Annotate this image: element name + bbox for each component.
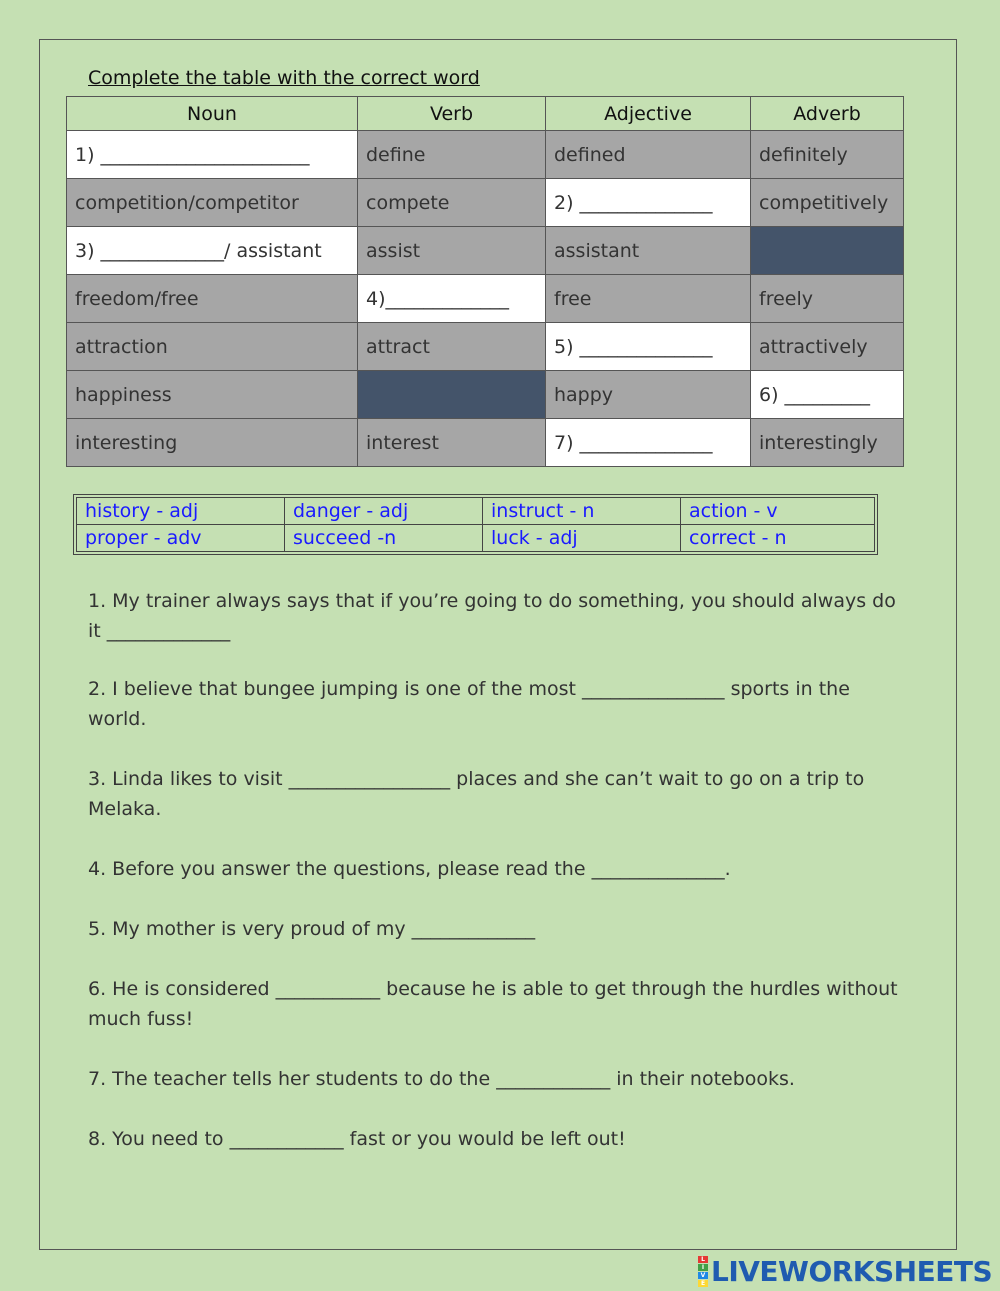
liveworksheets-logo	[698, 1256, 992, 1286]
table-row	[67, 323, 904, 371]
sentence-1: 1. My trainer always says that if you’re going to do something, you should always do it _____________	[88, 590, 896, 642]
logo-icon	[698, 1256, 708, 1287]
word-bank-item: action - v	[681, 498, 875, 525]
table-cell: freely	[751, 275, 904, 323]
header-noun: Noun	[67, 97, 358, 131]
answer-cell-6[interactable]: 6) _________	[751, 371, 904, 419]
logo-letter: V	[698, 1272, 708, 1279]
word-bank-row	[77, 525, 875, 552]
table-cell: interestingly	[751, 419, 904, 467]
table-cell: attractively	[751, 323, 904, 371]
sentence-8: 8. You need to ____________ fast or you would be left out!	[88, 1128, 626, 1150]
word-bank-item: instruct - n	[483, 498, 681, 525]
answer-cell-5[interactable]: 5) ______________	[546, 323, 751, 371]
answer-cell-3[interactable]: 3) _____________/ assistant	[67, 227, 358, 275]
table-row	[67, 131, 904, 179]
table-row	[67, 275, 904, 323]
word-forms-table	[66, 96, 904, 467]
sentence-7: 7. The teacher tells her students to do the ____________ in their notebooks.	[88, 1068, 795, 1090]
page-title: Complete the table with the correct word	[88, 67, 480, 89]
word-bank-item: succeed -n	[285, 525, 483, 552]
answer-cell-2[interactable]: 2) ______________	[546, 179, 751, 227]
word-bank	[73, 494, 878, 555]
sentence-list	[88, 586, 908, 1184]
word-bank-item: luck - adj	[483, 525, 681, 552]
table-cell: competition/competitor	[67, 179, 358, 227]
table-header-row	[67, 97, 904, 131]
table-cell: free	[546, 275, 751, 323]
word-bank-item: danger - adj	[285, 498, 483, 525]
table-cell: happy	[546, 371, 751, 419]
table-cell: defined	[546, 131, 751, 179]
table-cell: interest	[358, 419, 546, 467]
logo-letter: I	[698, 1264, 708, 1271]
answer-cell-4[interactable]: 4)_____________	[358, 275, 546, 323]
table-row	[67, 371, 904, 419]
table-row	[67, 179, 904, 227]
sentence-4: 4. Before you answer the questions, please read the ______________.	[88, 858, 731, 880]
sentence-6: 6. He is considered ___________ because he is able to get through the hurdles without much fuss!	[88, 978, 898, 1030]
table-row	[67, 419, 904, 467]
header-adjective: Adjective	[546, 97, 751, 131]
table-row	[67, 227, 904, 275]
table-cell: happiness	[67, 371, 358, 419]
word-bank-item: history - adj	[77, 498, 285, 525]
logo-letter: L	[698, 1256, 708, 1263]
table-cell: interesting	[67, 419, 358, 467]
table-cell: competitively	[751, 179, 904, 227]
table-cell: attraction	[67, 323, 358, 371]
empty-dark-cell	[751, 227, 904, 275]
table-cell: assist	[358, 227, 546, 275]
logo-text: LIVEWORKSHEETS	[711, 1254, 993, 1288]
sentence-5: 5. My mother is very proud of my _____________	[88, 918, 536, 940]
sentence-2: 2. I believe that bungee jumping is one of the most _______________ sports in the world.	[88, 678, 850, 730]
table-cell: attract	[358, 323, 546, 371]
table-cell: define	[358, 131, 546, 179]
table-cell: assistant	[546, 227, 751, 275]
header-adverb: Adverb	[751, 97, 904, 131]
answer-cell-7[interactable]: 7) ______________	[546, 419, 751, 467]
table-cell: definitely	[751, 131, 904, 179]
word-bank-item: proper - adv	[77, 525, 285, 552]
word-bank-item: correct - n	[681, 525, 875, 552]
sentence-3: 3. Linda likes to visit _________________ places and she can’t wait to go on a trip to Melaka.	[88, 768, 865, 820]
word-bank-row	[77, 498, 875, 525]
logo-letter: E	[698, 1280, 708, 1287]
table-cell: compete	[358, 179, 546, 227]
table-cell: freedom/free	[67, 275, 358, 323]
header-verb: Verb	[358, 97, 546, 131]
empty-dark-cell	[358, 371, 546, 419]
answer-cell-1[interactable]: 1) ______________________	[67, 131, 358, 179]
word-bank-table	[76, 497, 875, 552]
